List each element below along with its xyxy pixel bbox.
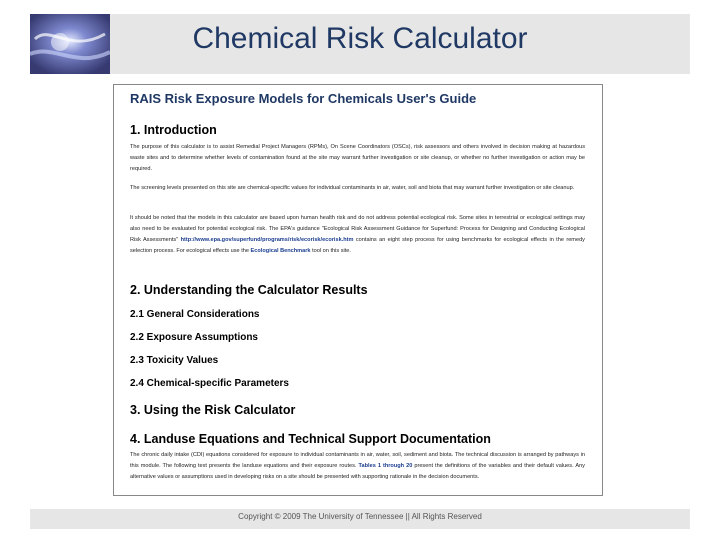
section-general-considerations[interactable]: 2.1 General Considerations [130, 309, 260, 320]
slide-title: Chemical Risk Calculator [192, 22, 528, 55]
user-guide-document [113, 84, 603, 496]
landuse-paragraph-text-b: present the definitions of the variables and their default values. Any alternative values or assumptions used in developing risks on a site should be presented with supporting rationale in the decision documents. [130, 463, 585, 480]
document-title: RAIS Risk Exposure Models for Chemicals User's Guide [130, 91, 477, 106]
section-landuse-equations[interactable]: 4. Landuse Equations and Technical Support Documentation [130, 432, 491, 446]
section-understanding-results[interactable]: 2. Understanding the Calculator Results [130, 283, 368, 297]
landuse-paragraph [130, 450, 585, 483]
globe-logo [30, 14, 110, 74]
section-exposure-assumptions[interactable]: 2.2 Exposure Assumptions [130, 332, 258, 343]
section-using-calculator[interactable]: 3. Using the Risk Calculator [130, 403, 296, 417]
tables-link[interactable]: Tables 1 through 20 [358, 463, 413, 469]
intro-paragraph-1: The purpose of this calculator is to assist Remedial Project Managers (RPMs), On Scene Coordinators (OSCs), risk assessors and others involved in decision making at hazardous waste sites and to determine whether levels of contamination found at the site may warrant further investigation or site cleanup, or whether no further investigation or action may be required. [130, 144, 585, 172]
intro-paragraph-3-text-c: tool on this site. [312, 248, 351, 254]
section-toxicity-values[interactable]: 2.3 Toxicity Values [130, 355, 219, 366]
section-chemical-parameters[interactable]: 2.4 Chemical-specific Parameters [130, 378, 289, 389]
ecological-benchmark-link[interactable]: Ecological Benchmark [250, 248, 311, 254]
intro-paragraph-2: The screening levels presented on this site are chemical-specific values for individual contaminants in air, water, soil and biota that may warrant further investigation or site cleanup. [130, 185, 575, 191]
intro-paragraph-3-text-a: It should be noted that the models in this calculator are based upon human health risk and do not address potential ecological risk. Some sites in terrestrial or ecological settings may also need to be evaluated for potential ecological risk. The EPA's guidance "Ecological Risk Assessment Guidance for Superfund: Process for Designing and Conducting Ecological Risk Assessments" [130, 215, 585, 243]
epa-ecorisk-link[interactable]: http://www.epa.gov/superfund/programs/risk/ecorisk/ecorisk.htm [180, 237, 354, 243]
landuse-paragraph-text-a: The chronic daily intake (CDI) equations considered for exposure to individual contaminants in air, water, soil, sediment and biota. The technical discussion is arranged by pathways in this module. The following text presents the landuse equations and their exposure routes. [130, 452, 585, 469]
copyright-footer: Copyright © 2009 The University of Tennessee || All Rights Reserved [238, 512, 482, 521]
intro-paragraph-3-text-b: contains an eight step process for using benchmarks for ecological effects in the remedy selection process. For ecological effects use the [130, 237, 585, 254]
intro-paragraph-3 [130, 213, 585, 257]
section-introduction[interactable]: 1. Introduction [130, 123, 217, 137]
